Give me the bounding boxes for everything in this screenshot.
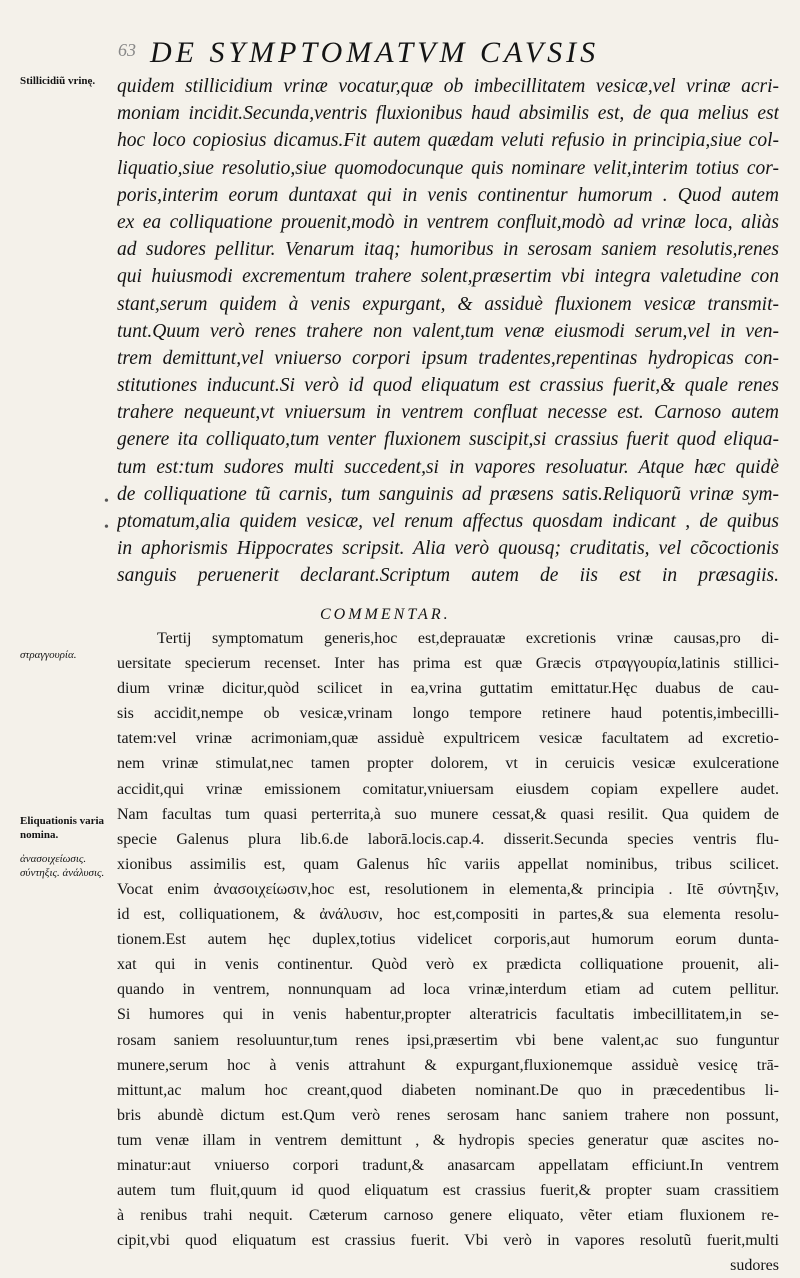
text-line: xionibus assimilis est, quam Galenus hîc variis appellat nominibus, tribus scilicet. xyxy=(117,855,779,873)
margin-bullet: • xyxy=(104,520,109,535)
margin-bullet: • xyxy=(104,494,109,509)
text-line: tunt.Quum verò renes trahere non valent,tum venæ eiusmodi serum,vel in ven- xyxy=(117,320,779,342)
text-line: ad sudores pellitur. Venarum itaq; humoribus in serosam saniem resolutis,renes xyxy=(117,239,779,261)
text-line: sanguis peruenerit declarant.Scriptum autem de iis est in præsagiis. xyxy=(117,565,779,587)
text-line: xat qui in venis continentur. Quòd verò ex prædicta colliquatione prouenit, ali- xyxy=(117,956,779,974)
text-line: trem demittunt,vel vniuerso corpori ipsum tradentes,repentinas hydropicas con- xyxy=(117,347,779,369)
text-line: Tertij symptomatum generis,hoc est,deprauatæ excretionis vrinæ causas,pro di- xyxy=(157,630,779,647)
text-line: liquatio,siue resolutio,siue quomodocunque quis nominare velit,interim totius cor- xyxy=(117,157,779,179)
text-line: accidit,qui vrinæ emissionem comitatur,vniuersam eiusdem copiam expellere audet. xyxy=(117,780,779,798)
text-line: ptomatum,alia quidem vesicæ, vel renum affectus quosdam indicant , de quibus xyxy=(117,511,779,532)
text-line: trahere nequeunt,vt vniuersum in ventrem confluat necesse est. Carnoso autem xyxy=(117,402,779,424)
text-line: dium vrinæ dicitur,quòd scilicet in ea,vrina guttatim emittatur.Hęc duabus de cau- xyxy=(117,680,779,698)
commentary-text xyxy=(117,626,779,1278)
text-line: sis accidit,nempe ob vesicæ,vrinam longo tempore retinere haud potentis,imbecilli- xyxy=(117,705,779,723)
text-line: de colliquatione tũ carnis, tum sanguinis ad præsens satis.Reliquorũ vrinæ sym- xyxy=(117,483,779,505)
text-line: tionem.Est autem hęc duplex,totius videlicet corporis,aut humorum eorum dunta- xyxy=(117,931,779,949)
text-line: qui huiusmodi excrementum trahere solent,præsertim vbi integra valetudine con xyxy=(117,266,779,288)
text-line: in aphorismis Hippocrates scripsit. Alia verò quousq; cruditatis, vel cõcoctionis xyxy=(117,538,779,560)
text-line: cipit,vbi quod eliquatum est crassius fuerit. Vbi verò in vapores resolutũ fuerit,multi xyxy=(117,1232,779,1250)
text-line: hoc loco copiosius dicamus.Fit autem quædam veluti refusio in principia,siue col- xyxy=(117,130,779,152)
text-line: uersitate specierum recenset. Inter has prima est quæ Græcis στραγγουρία,latinis stillici- xyxy=(117,655,779,673)
margin-note-eliquationis: Eliquationis varia nomina. xyxy=(20,815,105,841)
text-line: bris abundè dictum est.Qum verò renes serosam hanc saniem trahere non possunt, xyxy=(117,1106,779,1124)
text-line: autem tum fluit,quum id quod eliquatum est crassius fuerit,& propter suam crassitiem xyxy=(117,1182,779,1200)
text-line: sudores xyxy=(730,1257,779,1275)
text-line: tum venæ illam in ventrem demittunt , & hydropis species generatur quæ ascites no- xyxy=(117,1131,779,1149)
margin-note-greek-terms: ἀνασοιχείωσις. σύντηξις. ἀνάλυσις. xyxy=(20,853,105,879)
text-line: Nam facultas tum quasi perterrita,à suo munere cessat,& quasi resilit. Qua quidem de xyxy=(117,805,779,823)
text-line: stitutiones inducunt.Si verò id quod eliquatum est crassius fuerit,& quale renes xyxy=(117,375,779,397)
commentary-heading: COMMENTAR. xyxy=(320,606,451,623)
text-line: moniam incidit.Secunda,ventris fluxionibus haud absimilis est, de qua melius est xyxy=(117,103,779,125)
text-line: mittunt,ac malum hoc creant,quod diabeten nominant.De quo in præcedentibus li- xyxy=(117,1081,779,1099)
text-line: quando in ventrem, nonnunquam ad loca vrinæ,interdum etiam ad cutem pellitur. xyxy=(117,981,779,999)
running-head: DE SYMPTOMATVM CAVSIS xyxy=(150,36,600,69)
main-text-italic xyxy=(117,73,779,590)
text-line: poris,interim eorum duntaxat qui in venis continentur humorum . Quod autem xyxy=(117,184,779,206)
folio-number: 63 xyxy=(118,40,136,60)
text-line: genere ita colliquato,tum venter fluxionem suscipit,si crassius fuerit quod eliqua- xyxy=(117,429,779,451)
text-line: rosam saniem resoluuntur,tum renes ipsi,præsertim vbi bene valent,ac suo funguntur xyxy=(117,1031,779,1049)
text-line: Vocat enim ἀνασοιχείωσιν,hoc est, resolutionem in elementa,& principia . Itē σύντηξιν, xyxy=(117,880,779,898)
text-line: à renibus trahi nequit. Cæterum carnoso genere eliquato, vẽter etiam fluxionem re- xyxy=(117,1207,779,1225)
margin-note-stillicidium: Stillicidiũ vrinę. xyxy=(20,75,96,87)
text-line: minatur:aut vniuerso corpori tradunt,& anasarcam appellatam efficiunt.In ventrem xyxy=(117,1156,779,1174)
text-line: tum est:tum sudores multi succedent,si in vapores resoluatur. Atque hæc quidè xyxy=(117,456,779,478)
text-line: stant,serum quidem à venis expurgant, & assiduè fluxionem vesicæ transmit- xyxy=(117,293,779,315)
text-line: nem vrinæ stimulat,nec tamen propter dolorem, vt in ceruicis vesicæ exulceratione xyxy=(117,755,779,773)
text-line: id est, colliquationem, & ἀνάλυσιν, hoc est,compositi in partes,& sua elementa resolu- xyxy=(117,906,779,924)
text-line: quidem stillicidium vrinæ vocatur,quæ ob imbecillitatem vesicæ,vel vrinæ acri- xyxy=(117,76,779,97)
margin-note-stranguria: στραγγουρία. xyxy=(20,649,77,661)
text-line: ex ea colliquatione prouenit,modò in ventrem confluit,modò ad vrinæ loca, aliàs xyxy=(117,211,779,233)
text-line: munere,serum hoc à venis attrahunt & expurgant,fluxionemque assiduè vesicę trā- xyxy=(117,1056,779,1074)
text-line: specie Galenus plura lib.6.de laborā.locis.cap.4. disserit.Secunda species ventris flu- xyxy=(117,830,779,848)
text-line: tatem:vel vrinæ acrimoniam,quæ assiduè expultricem vesicæ facultatem ad excretio- xyxy=(117,730,779,748)
text-line: Si humores qui in venis habentur,propter alteratricis facultatis imbecillitatem,in se- xyxy=(117,1006,779,1024)
